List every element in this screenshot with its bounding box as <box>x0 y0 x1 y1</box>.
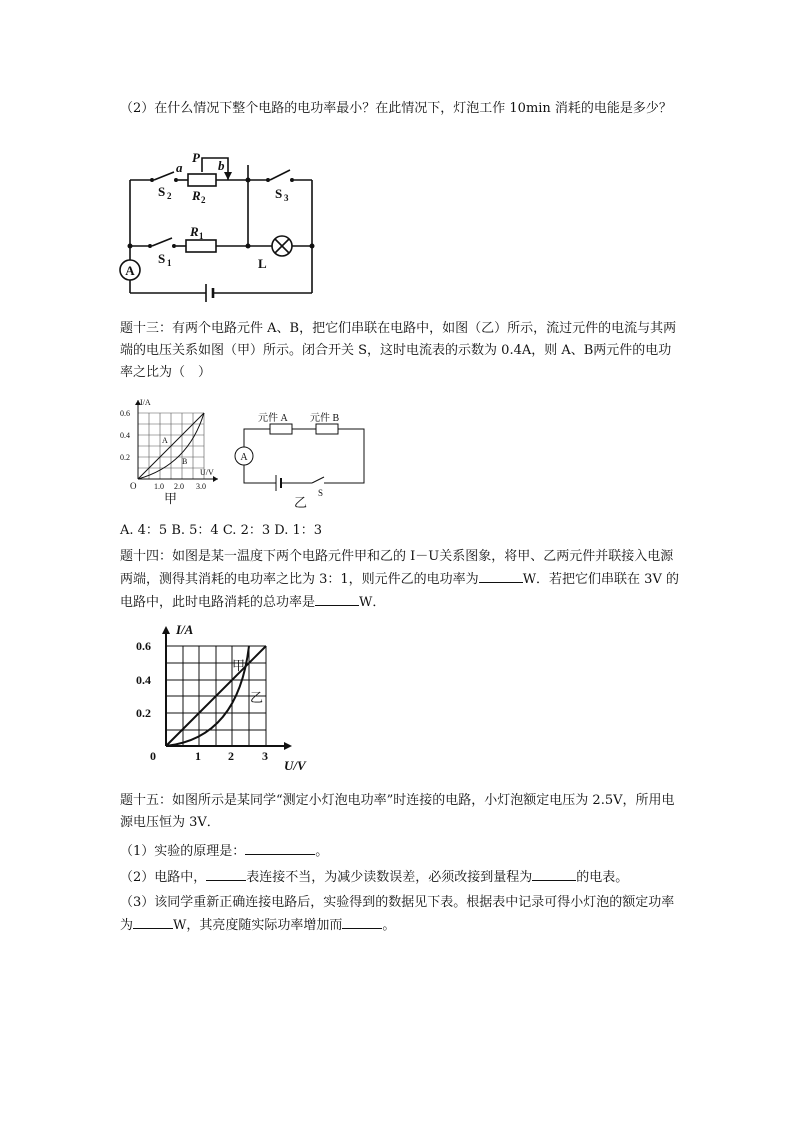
q15-blank-principle[interactable] <box>245 840 315 855</box>
q14-xtick-1: 1 <box>195 749 201 763</box>
q14-label-jia: 甲 <box>232 658 246 673</box>
q13-circuit-yi <box>230 405 370 510</box>
q14-xlabel: U/V <box>284 758 306 773</box>
q14-ylabel: I/A <box>176 622 194 637</box>
q15-item3-c: 。 <box>382 918 396 933</box>
q13-curve-a: A <box>162 436 168 445</box>
q14-graph <box>128 618 313 778</box>
q15-item1-a: （1）实验的原理是： <box>120 844 246 859</box>
label-s1: S <box>158 251 166 266</box>
q13-xtick-2: 2.0 <box>174 482 184 491</box>
q14-ytick-04: 0.4 <box>136 673 151 687</box>
q13-caption-jia: 甲 <box>164 491 178 506</box>
q13-xtick-3: 3.0 <box>196 482 206 491</box>
q14-text <box>120 546 680 614</box>
label-a: a <box>176 160 183 175</box>
label-p: P <box>192 150 200 165</box>
q14-origin: 0 <box>150 749 156 763</box>
label-r1-sub: 1 <box>199 231 204 241</box>
label-r2-sub: 2 <box>201 195 206 205</box>
q13-text: 题十三：有两个电路元件 A、B，把它们串联在电路中，如图（乙）所示，流过元件的电流与其两端的电压关系如图（甲）所示。闭合开关 S，这时电流表的示数为 0.4A，则 A、B两元件的电功率之比为（ ） <box>120 321 677 380</box>
q15-item1 <box>120 840 680 863</box>
q14-blank-2[interactable] <box>315 591 359 606</box>
ammeter-label: A <box>125 263 135 278</box>
q15-item2-a: （2）电路中， <box>120 870 207 885</box>
q12-circuit-diagram <box>110 150 330 300</box>
q14-text-3: W． <box>359 595 386 610</box>
q13-origin: O <box>130 481 137 491</box>
q14-text-1: 题十四：如图是某一温度下两个电路元件甲和乙的 I－U关系图象，将甲、乙两元件并联接入电源两端，测得其消耗的电功率之比为 3：1，则元件乙的电功率为 <box>120 549 674 587</box>
q13-curve-b: B <box>182 457 188 466</box>
label-s3: S <box>275 186 283 201</box>
q15-blank-power[interactable] <box>133 914 173 929</box>
q13-caption-yi: 乙 <box>294 495 308 510</box>
q13-ytick-04: 0.4 <box>120 431 130 440</box>
q15-text: 题十五：如图所示是某同学“测定小灯泡电功率”时连接的电路，小灯泡额定电压为 2.5V，所用电源电压恒为 3V． <box>120 793 675 830</box>
q14-label-yi: 乙 <box>250 690 264 705</box>
q13-ytick-02: 0.2 <box>120 453 130 462</box>
q14-xtick-3: 3 <box>262 749 268 763</box>
q15-item3-a: （3）该同学重新正确连接电路后，实验得到的数据见下表。根据表中记录可得小灯泡的额定功率为 <box>120 895 675 933</box>
q13-ytick-06: 0.6 <box>120 409 130 418</box>
q15-item3 <box>120 892 680 937</box>
q13-element-b: 元件 B <box>310 413 340 424</box>
q14-ytick-02: 0.2 <box>136 706 151 720</box>
q13-options: A. 4：5 B. 5：4 C. 2：3 D. 1：3 <box>120 523 323 538</box>
label-b: b <box>218 158 225 173</box>
q15-item2 <box>120 866 680 889</box>
q13-xtick-1: 1.0 <box>154 482 164 491</box>
label-s2: S <box>158 184 166 199</box>
q14-xtick-2: 2 <box>228 749 234 763</box>
q13-ylabel: I/A <box>140 398 151 407</box>
q13-switch-label: S <box>318 488 324 498</box>
label-r1: R <box>190 224 199 239</box>
label-lamp: L <box>258 256 267 271</box>
q14-text-2: W．若把它们串联在 3V 的电路中，此时电路消耗的总功率是 <box>120 572 679 610</box>
label-s1-sub: 1 <box>167 258 172 268</box>
q15-item1-b: 。 <box>315 844 329 859</box>
q15-item3-b: W，其亮度随实际功率增加而 <box>173 918 343 933</box>
q13-graph-jia <box>118 395 228 507</box>
q15-blank-range[interactable] <box>532 866 576 881</box>
q13-ammeter-label: A <box>240 452 248 463</box>
q14-ytick-06: 0.6 <box>136 639 151 653</box>
q13-element-a: 元件 A <box>258 413 288 424</box>
label-r2: R <box>192 188 201 203</box>
q13-xlabel: U/V <box>200 468 214 477</box>
q14-blank-1[interactable] <box>479 568 523 583</box>
q12-part2-text: （2）在什么情况下整个电路的电功率最小？在此情况下，灯泡工作 10min 消耗的电能是多少？ <box>120 101 672 116</box>
q15-item2-b: 表连接不当，为减少读数误差，必须改接到量程为 <box>246 870 533 885</box>
q15-blank-meter[interactable] <box>206 866 246 881</box>
label-s2-sub: 2 <box>167 191 172 201</box>
label-s3-sub: 3 <box>284 193 289 203</box>
q15-blank-brightness[interactable] <box>342 914 382 929</box>
q15-item2-c: 的电表。 <box>576 870 629 885</box>
